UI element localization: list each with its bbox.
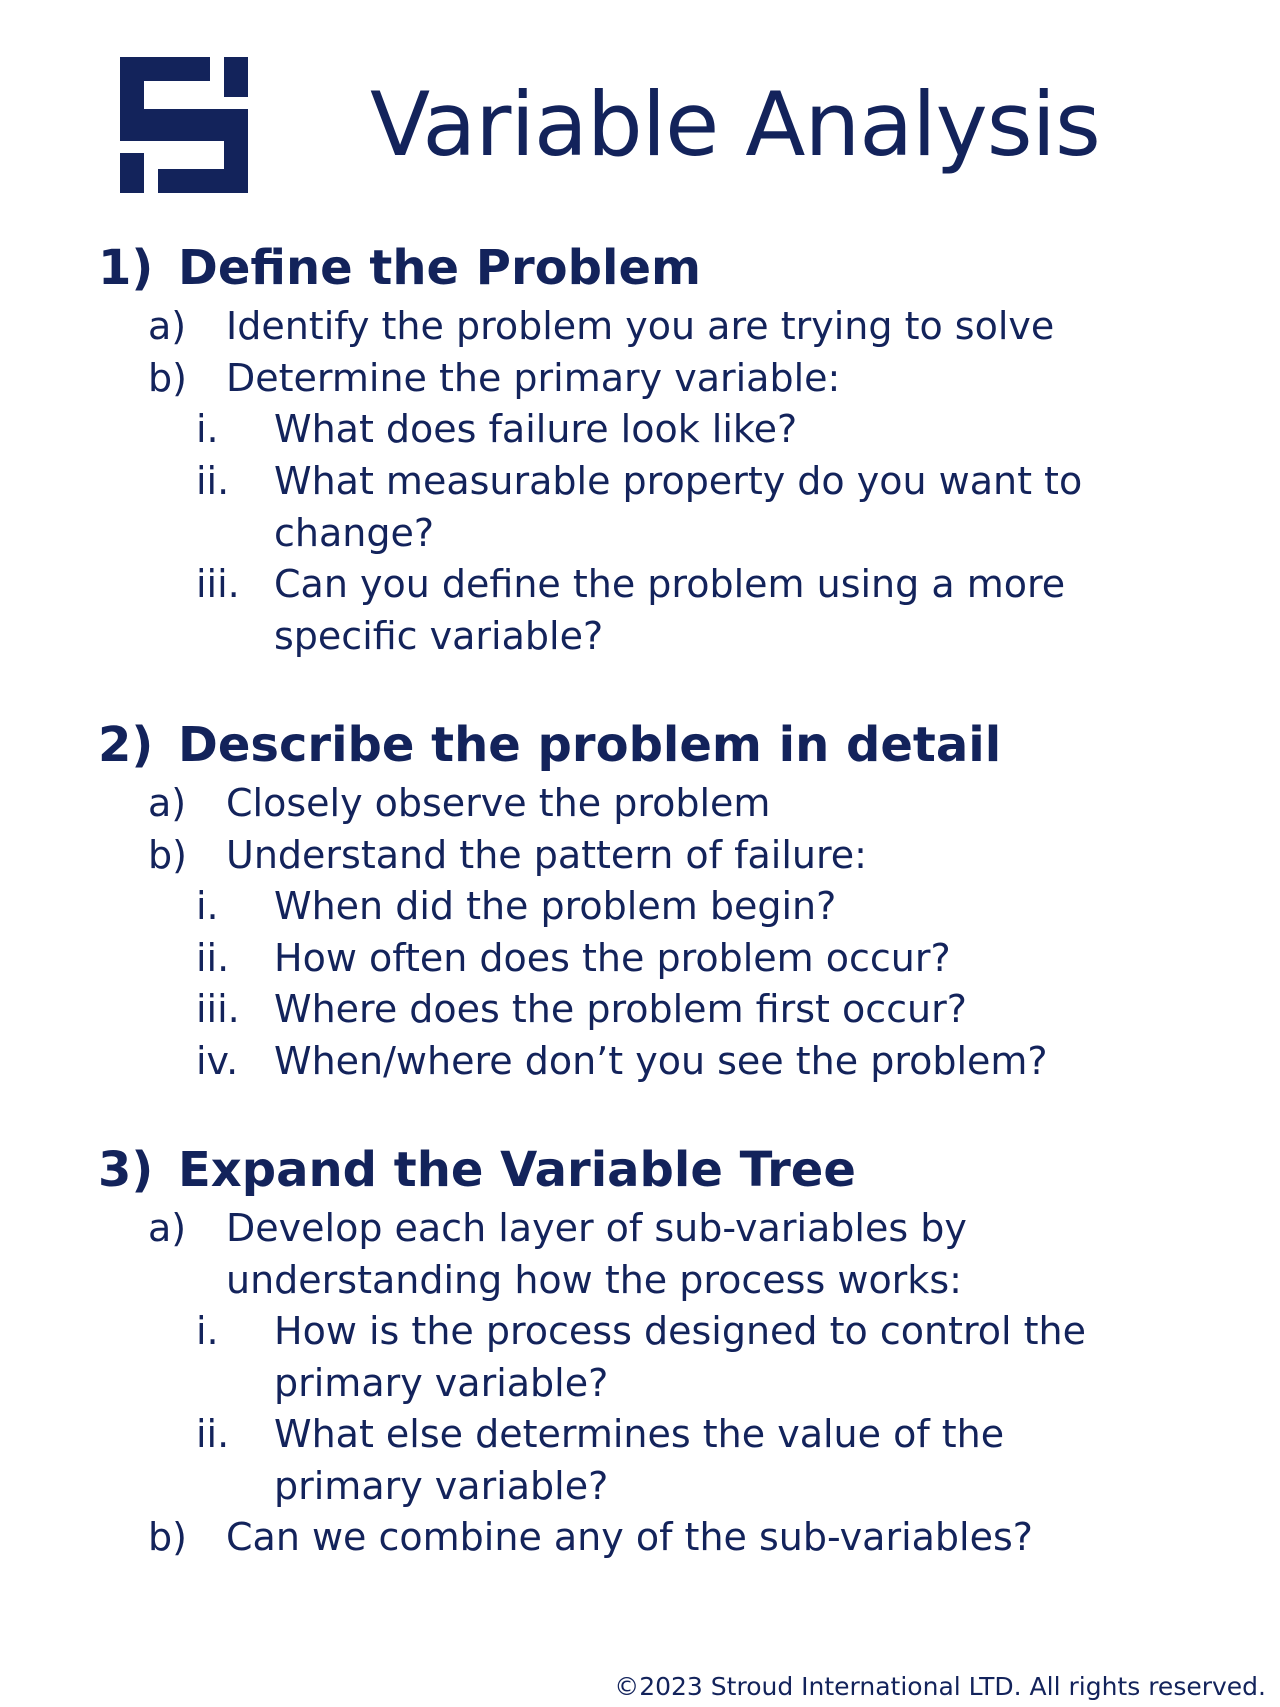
list-item-marker: a) [148, 1206, 187, 1250]
list-item-marker: b) [148, 833, 187, 877]
sub-item-text-continued: primary variable? [274, 1464, 609, 1508]
sub-item-text: How is the process designed to control the [274, 1309, 1086, 1353]
list-item-text: Identify the problem you are trying to solve [226, 304, 1055, 348]
sub-item-text: Where does the problem first occur? [274, 987, 967, 1031]
sub-item-text: What else determines the value of the [274, 1412, 1005, 1456]
section-number: 1) [98, 240, 154, 296]
list-item-text: Understand the pattern of failure: [226, 833, 867, 877]
list-item-marker: a) [148, 781, 187, 825]
sub-item-text: Can you define the problem using a more [274, 562, 1066, 606]
sub-item-text-continued: specific variable? [274, 614, 604, 658]
sub-item-marker: ii. [196, 1412, 230, 1456]
list-item-text-continued: understanding how the process works: [226, 1258, 962, 1302]
list-item-marker: a) [148, 304, 187, 348]
sub-item-text: When/where don’t you see the problem? [274, 1039, 1048, 1083]
section-number: 2) [98, 717, 154, 773]
sub-item-text: When did the problem begin? [274, 884, 837, 928]
sub-item-marker: ii. [196, 459, 230, 503]
sub-item-marker: ii. [196, 936, 230, 980]
sub-item-marker: iii. [196, 987, 240, 1031]
list-item-marker: b) [148, 1515, 187, 1559]
list-item-text: Can we combine any of the sub-variables? [226, 1515, 1033, 1559]
sub-item-text-continued: primary variable? [274, 1361, 609, 1405]
stroud-s-logo-icon [120, 57, 248, 193]
sub-item-marker: i. [196, 1309, 219, 1353]
section-title: Expand the Variable Tree [178, 1142, 856, 1198]
sub-item-text: How often does the problem occur? [274, 936, 951, 980]
sub-item-marker: i. [196, 407, 219, 451]
section-title: Define the Problem [178, 240, 702, 296]
copyright-footer: ©2023 Stroud International LTD. All rights reserved. [614, 1672, 1266, 1701]
section-number: 3) [98, 1142, 154, 1198]
sub-item-marker: iv. [196, 1039, 239, 1083]
list-item-text: Develop each layer of sub-variables by [226, 1206, 967, 1250]
page-title: Variable Analysis [370, 73, 1100, 176]
list-item-text: Determine the primary variable: [226, 356, 841, 400]
sub-item-text-continued: change? [274, 511, 435, 555]
section-title: Describe the problem in detail [178, 717, 1002, 773]
sub-item-marker: iii. [196, 562, 240, 606]
sub-item-text: What does failure look like? [274, 407, 798, 451]
sub-item-marker: i. [196, 884, 219, 928]
list-item-text: Closely observe the problem [226, 781, 771, 825]
sub-item-text: What measurable property do you want to [274, 459, 1083, 503]
list-item-marker: b) [148, 356, 187, 400]
